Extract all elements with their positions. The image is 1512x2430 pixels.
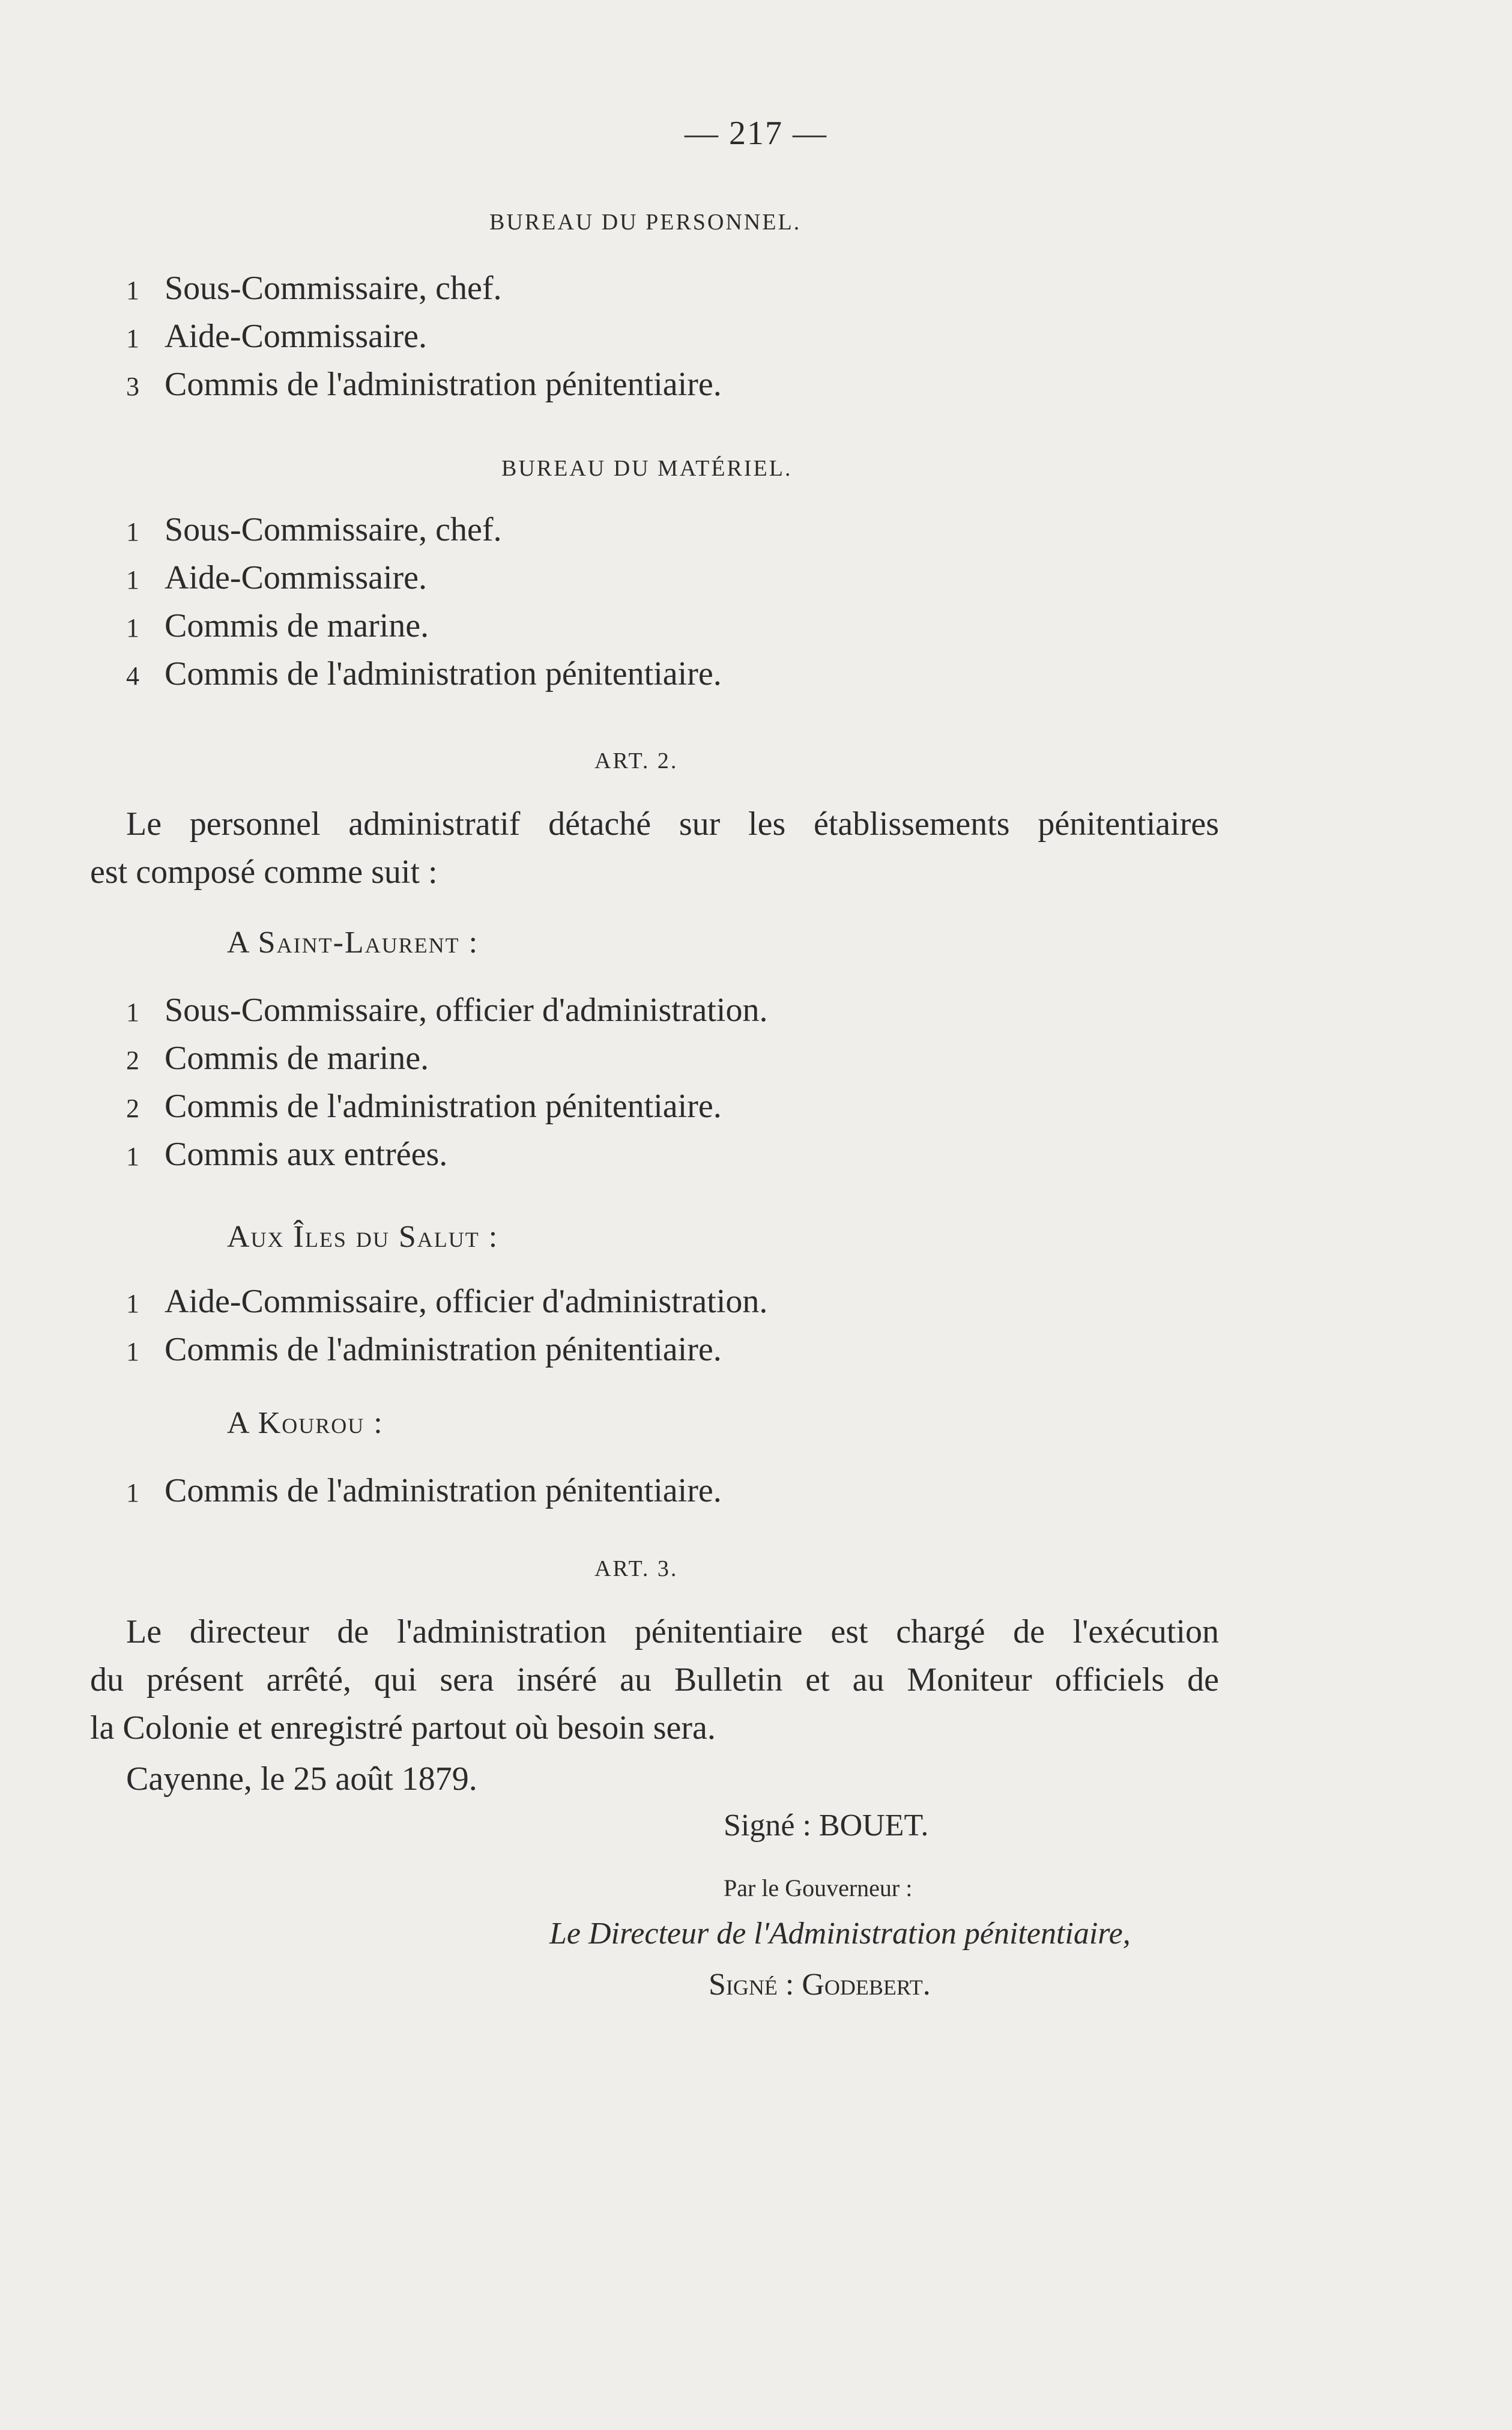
director-title: Le Directeur de l'Administration pénitentiaire, <box>549 1916 1131 1951</box>
date-line: Cayenne, le 25 août 1879. <box>126 1760 477 1798</box>
iles-du-salut-heading: Aux Îles du Salut : <box>227 1220 499 1254</box>
bureau-materiel-heading: BUREAU DU MATÉRIEL. <box>501 456 793 481</box>
list-item: 1 Commis aux entrées. <box>126 1136 448 1173</box>
saint-laurent-heading: A Saint-Laurent : <box>227 926 479 960</box>
art3-paragraph-line1: Le directeur de l'administration pénitentiaire est chargé de l'exécution <box>126 1613 1219 1650</box>
art2-heading: ART. 2. <box>594 748 679 774</box>
art2-paragraph-line1: Le personnel administratif détaché sur les établissements pénitentiaires <box>126 805 1219 843</box>
list-item: 1 Commis de l'administration pénitentiaire. <box>126 1331 722 1368</box>
list-item: 1 Sous-Commissaire, chef. <box>126 270 502 307</box>
list-item: 2 Commis de l'administration pénitentiaire. <box>126 1088 722 1125</box>
art3-paragraph-line2: du présent arrêté, qui sera inséré au Bulletin et au Moniteur officiels de <box>90 1661 1219 1698</box>
director-signature: Signé : Godebert. <box>709 1968 931 2002</box>
par-le-gouverneur: Par le Gouverneur : <box>724 1874 913 1901</box>
list-item: 1 Commis de marine. <box>126 607 429 644</box>
list-item: 4 Commis de l'administration pénitentiaire. <box>126 655 722 692</box>
page-number: — 217 — <box>685 115 827 152</box>
list-item: 3 Commis de l'administration pénitentiaire. <box>126 366 722 403</box>
list-item: 2 Commis de marine. <box>126 1040 429 1077</box>
list-item: 1 Sous-Commissaire, chef. <box>126 511 502 548</box>
list-item: 1 Sous-Commissaire, officier d'administration. <box>126 992 768 1029</box>
art3-paragraph-line3: la Colonie et enregistré partout où besoin sera. <box>90 1709 716 1747</box>
list-item: 1 Aide-Commissaire. <box>126 318 428 355</box>
list-item: 1 Aide-Commissaire. <box>126 559 428 596</box>
list-item: 1 Commis de l'administration pénitentiaire. <box>126 1472 722 1509</box>
list-item: 1 Aide-Commissaire, officier d'administration. <box>126 1283 768 1320</box>
bureau-personnel-heading: BUREAU DU PERSONNEL. <box>489 210 802 235</box>
art3-heading: ART. 3. <box>594 1556 679 1581</box>
art2-paragraph-line2: est composé comme suit : <box>90 853 438 891</box>
governor-signature: Signé : BOUET. <box>724 1808 929 1843</box>
kourou-heading: A Kourou : <box>227 1406 384 1440</box>
